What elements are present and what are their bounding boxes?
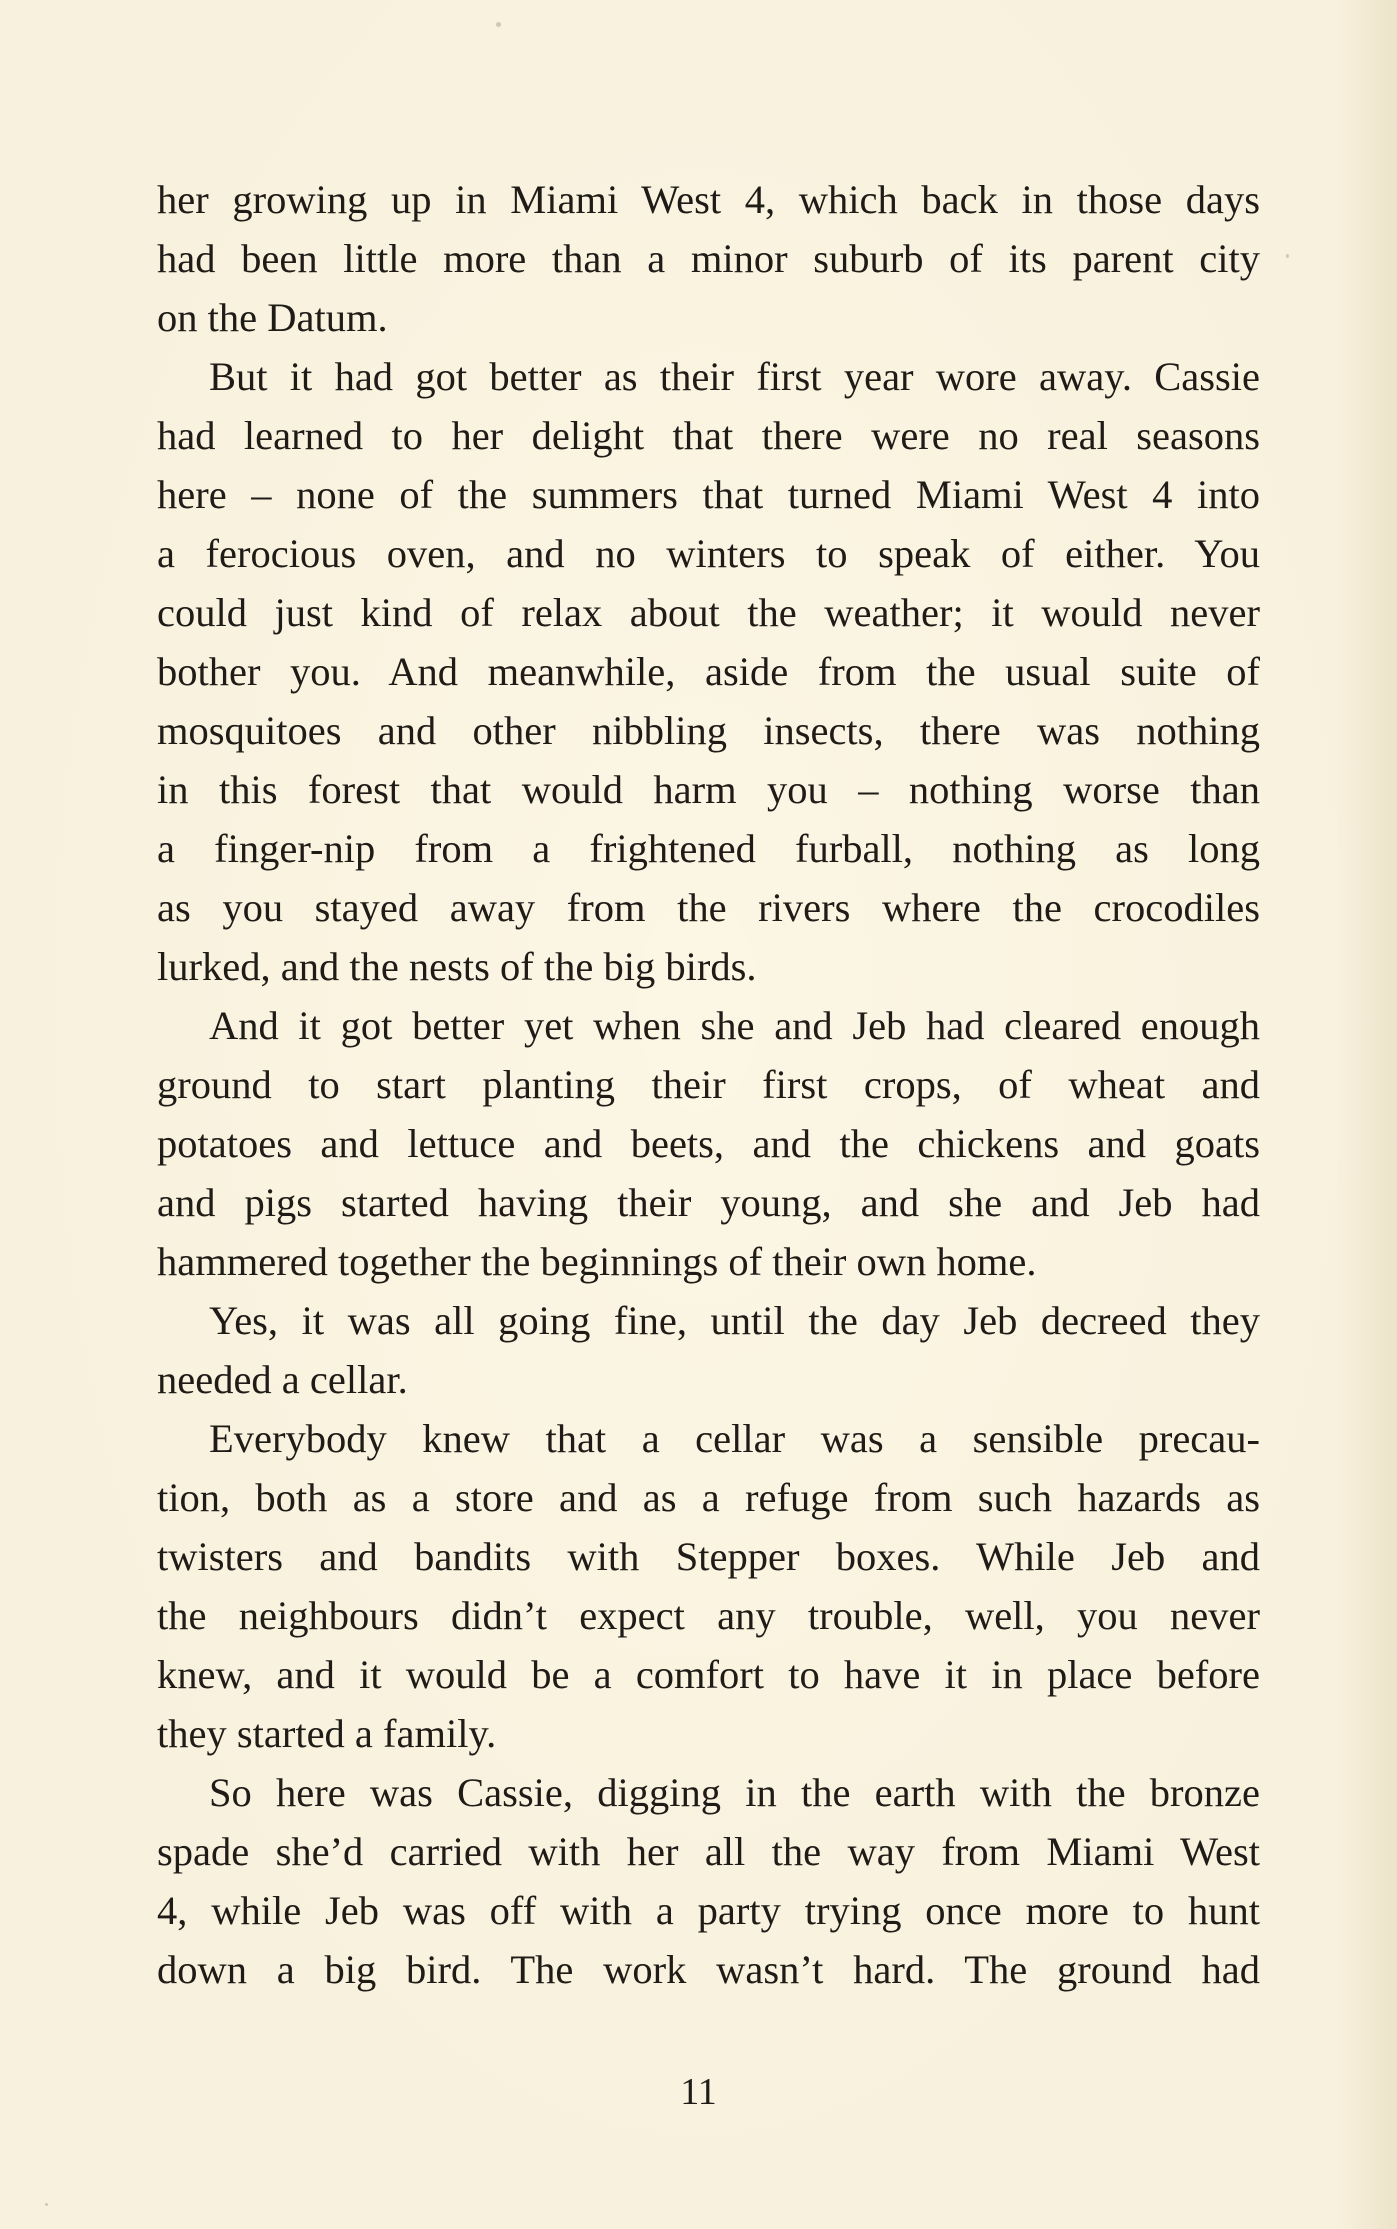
paper-speck [45, 2203, 48, 2206]
text-line: they started a family. [157, 1711, 497, 1756]
text-line: And it got better yet when she and Jeb had cleared enough [209, 1003, 1260, 1048]
text-line: needed a cellar. [157, 1357, 408, 1402]
text-line: bother you. And meanwhile, aside from the usual suite of [157, 649, 1260, 694]
text-line: tion, both as a store and as a refuge from such hazards as [157, 1475, 1260, 1520]
text-line: in this forest that would harm you – nothing worse than [157, 767, 1260, 812]
text-line: a finger-nip from a frightened furball, nothing as long [157, 826, 1260, 871]
page-edge-shade [1337, 0, 1397, 2229]
paper-speck [1286, 254, 1289, 258]
text-line: potatoes and lettuce and beets, and the chickens and goats [157, 1121, 1260, 1166]
text-line: twisters and bandits with Stepper boxes. While Jeb and [157, 1534, 1260, 1579]
text-line: spade she’d carried with her all the way from Miami West [157, 1829, 1260, 1874]
text-line: as you stayed away from the rivers where the crocodiles [157, 885, 1260, 930]
body-text [157, 170, 1260, 1999]
text-line: down a big bird. The work wasn’t hard. The ground had [157, 1947, 1260, 1992]
text-line: had learned to her delight that there were no real seasons [157, 413, 1260, 458]
text-line: on the Datum. [157, 295, 388, 340]
paper-speck [496, 22, 501, 27]
text-line: mosquitoes and other nibbling insects, there was nothing [157, 708, 1260, 753]
text-line: had been little more than a minor suburb of its parent city [157, 236, 1260, 281]
text-line: ground to start planting their first crops, of wheat and [157, 1062, 1260, 1107]
text-line: hammered together the beginnings of their own home. [157, 1239, 1037, 1284]
text-line: and pigs started having their young, and she and Jeb had [157, 1180, 1260, 1225]
text-line: knew, and it would be a comfort to have it in place before [157, 1652, 1260, 1697]
text-line: So here was Cassie, digging in the earth with the bronze [209, 1770, 1260, 1815]
text-line: her growing up in Miami West 4, which back in those days [157, 177, 1260, 222]
text-line: lurked, and the nests of the big birds. [157, 944, 757, 989]
text-line: could just kind of relax about the weather; it would never [157, 590, 1260, 635]
text-line: But it had got better as their first year wore away. Cassie [209, 354, 1260, 399]
text-line: Yes, it was all going fine, until the day Jeb decreed they [209, 1298, 1260, 1343]
text-line: a ferocious oven, and no winters to speak of either. You [157, 531, 1260, 576]
page-number: 11 [680, 2071, 717, 2113]
text-line: here – none of the summers that turned Miami West 4 into [157, 472, 1260, 517]
text-line: 4, while Jeb was off with a party trying once more to hunt [157, 1888, 1260, 1933]
text-line: the neighbours didn’t expect any trouble, well, you never [157, 1593, 1260, 1638]
text-line: Everybody knew that a cellar was a sensible precau- [209, 1416, 1260, 1461]
